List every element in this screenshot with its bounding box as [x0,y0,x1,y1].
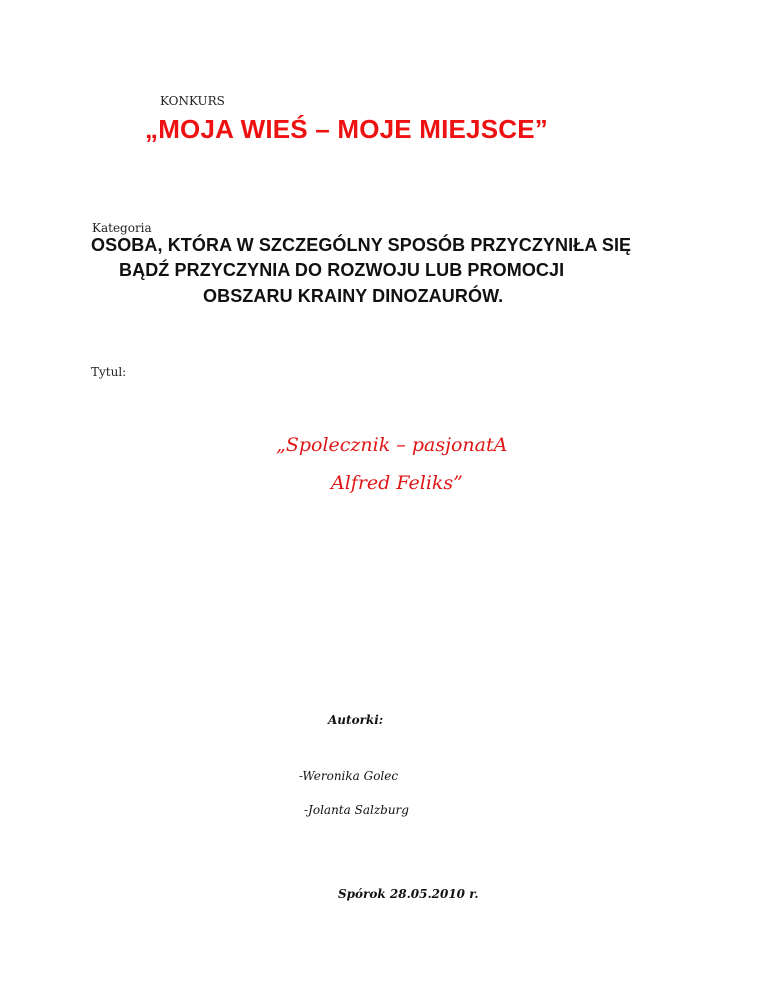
category-line: BĄDŹ PRZYCZYNIA DO ROZWOJU LUB PROMOCJI [119,260,565,280]
title-label: Tytul: [91,365,127,379]
contest-label: KONKURS [160,94,225,108]
author-name: -Jolanta Salzburg [304,803,409,817]
contest-title: „MOJA WIEŚ – MOJE MIEJSCE” [145,114,548,144]
work-title-line: Alfred Feliks” [331,472,463,494]
author-name: -Weronika Golec [299,769,399,783]
category-line: OBSZARU KRAINY DINOZAURÓW. [203,286,504,306]
category-line: OSOBA, KTÓRA W SZCZEGÓLNY SPOSÓB PRZYCZYNIŁA SIĘ [91,235,632,255]
work-title-line: „Spolecznik – pasjonatA [276,434,508,456]
authors-label: Autorki: [328,713,384,727]
place-date: Spórok 28.05.2010 r. [338,887,479,901]
category-label: Kategoria [92,221,152,235]
